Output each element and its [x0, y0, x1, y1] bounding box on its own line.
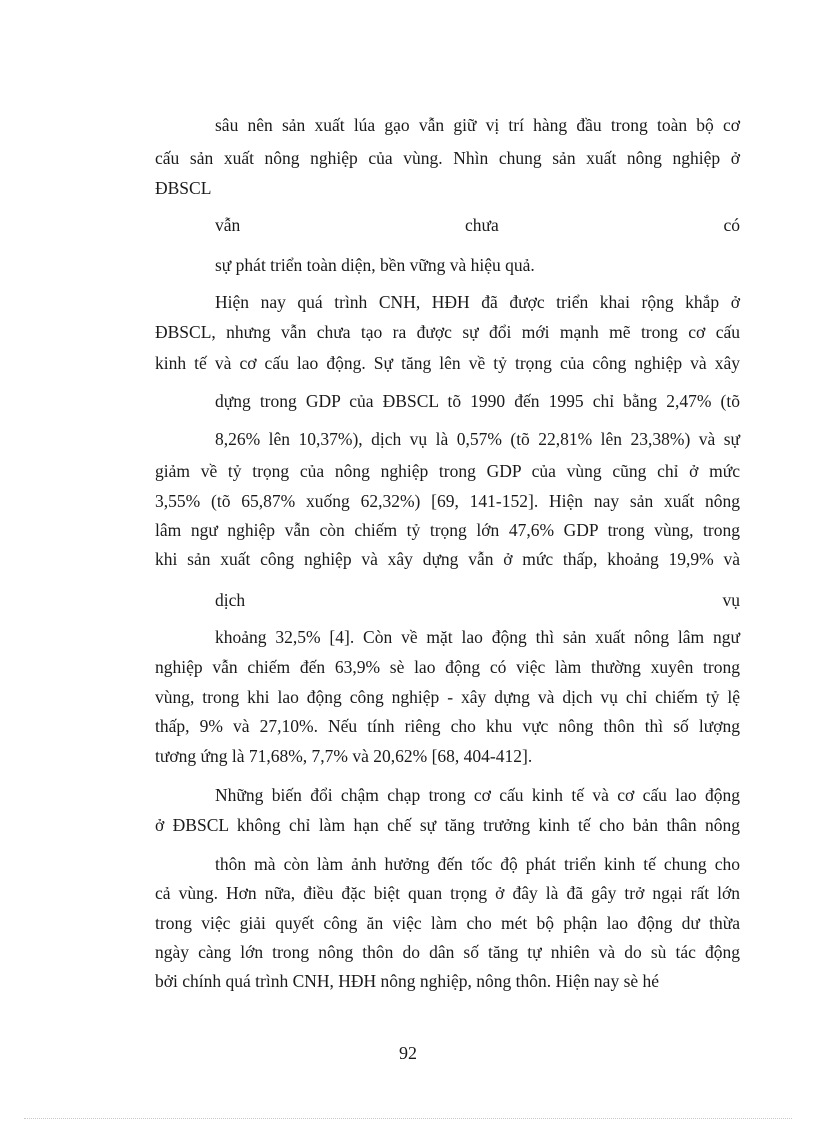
text-line: 3,55% (tõ 65,87% xuống 62,32%) [69, 141-152]. Hiện nay sản xuất nông [155, 491, 740, 511]
text-line: Hiện nay quá trình CNH, HĐH đã được triển khai rộng khắp ở [215, 292, 740, 312]
text-line: khi sản xuất công nghiệp và xây dựng vẫn ở mức thấp, khoảng 19,9% và [155, 549, 740, 569]
text-line: sự phát triển toàn diện, bền vững và hiệu quả. [215, 255, 535, 275]
text-line: bởi chính quá trình CNH, HĐH nông nghiệp, nông thôn. Hiện nay sè hé [155, 971, 660, 991]
text-line: vùng, trong khi lao động công nghiệp - xây dựng và dịch vụ chỉ chiếm tỷ lệ [155, 687, 740, 707]
page-bottom-divider [24, 1118, 792, 1119]
text-line: ngày càng lớn trong nông thôn do dân số tăng tự nhiên và do sù tác động [155, 942, 740, 962]
text-line: sâu nên sản xuất lúa gạo vẫn giữ vị trí hàng đầu trong toàn bộ cơ [215, 115, 740, 135]
text-line: cấu sản xuất nông nghiệp của vùng. Nhìn chung sản xuất nông nghiệp ở [155, 148, 740, 168]
text-line: lâm ngư nghiệp vẫn còn chiếm tỷ trọng lớn 47,6% GDP trong vùng, trong [155, 520, 740, 540]
text-line: khoảng 32,5% [4]. Còn về mặt lao động thì sản xuất nông lâm ngư [215, 627, 740, 647]
text-line: cả vùng. Hơn nữa, điều đặc biệt quan trọng ở đây là đã gây trở ngại rất lớn [155, 883, 740, 903]
text-line: 8,26% lên 10,37%), dịch vụ là 0,57% (tõ 22,81% lên 23,38%) và sự [215, 429, 740, 449]
page-number: 92 [399, 1043, 417, 1063]
text-line: ĐBSCL, nhưng vẫn chưa tạo ra được sự đổi mới mạnh mẽ trong cơ cấu [155, 322, 740, 342]
text-line: kinh tế và cơ cấu lao động. Sự tăng lên về tỷ trọng của công nghiệp và xây [155, 353, 740, 373]
text-line: nghiệp vẫn chiếm đến 63,9% sè lao động có việc làm thường xuyên trong [155, 657, 740, 677]
text-line: ở ĐBSCL không chỉ làm hạn chế sự tăng trưởng kinh tế cho bản thân nông [155, 815, 740, 835]
text-line: dịch vụ [215, 590, 740, 610]
text-line: vẫn chưa có [215, 215, 740, 235]
text-line: thôn mà còn làm ảnh hưởng đến tốc độ phát triển kinh tế chung cho [215, 854, 740, 874]
text-line: trong việc giải quyết công ăn việc làm cho mét bộ phận lao động dư thừa [155, 913, 740, 933]
text-line: Những biến đổi chậm chạp trong cơ cấu kinh tế và cơ cấu lao động [215, 785, 740, 805]
text-line: dựng trong GDP của ĐBSCL tõ 1990 đến 1995 chỉ bằng 2,47% (tõ [215, 391, 740, 411]
text-line: tương ứng là 71,68%, 7,7% và 20,62% [68, 404-412]. [155, 746, 533, 766]
text-line: giảm về tỷ trọng của nông nghiệp trong GDP của vùng cũng chỉ ở mức [155, 461, 740, 481]
text-line: thấp, 9% và 27,10%. Nếu tính riêng cho khu vực nông thôn thì số lượng [155, 716, 740, 736]
text-line: ĐBSCL [155, 178, 212, 198]
